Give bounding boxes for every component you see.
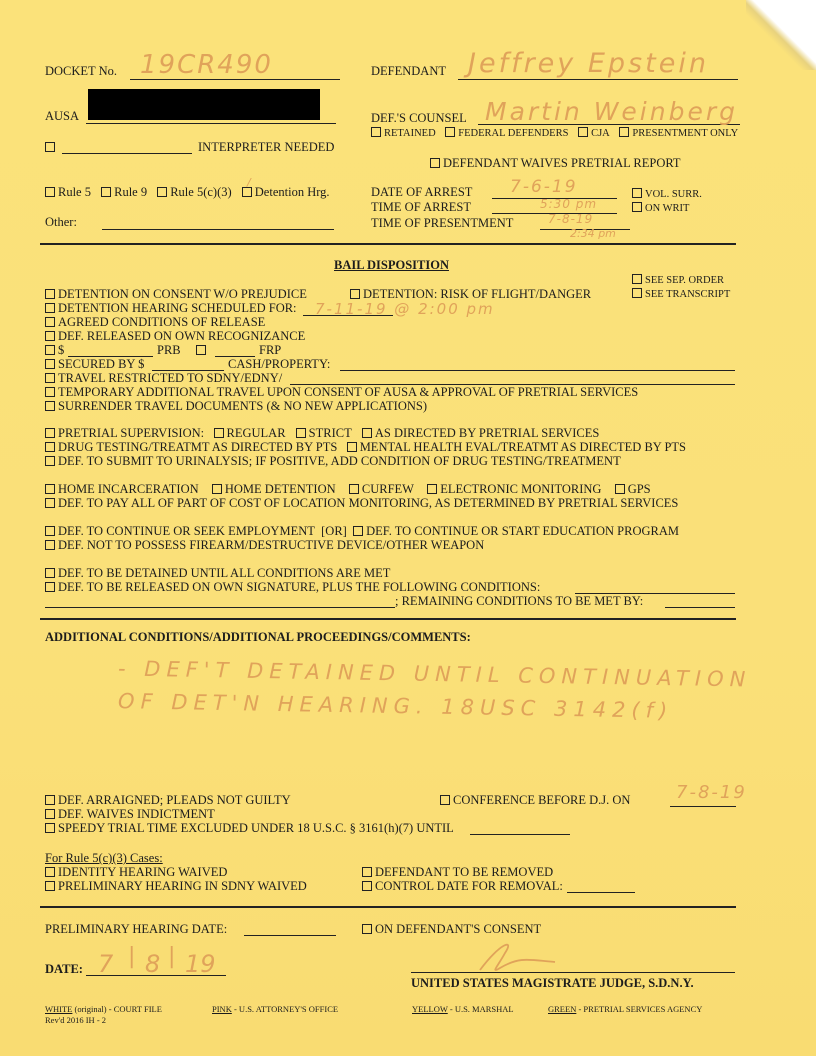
see-sep-order-row [632, 274, 724, 288]
checkbox[interactable] [45, 795, 55, 805]
checkbox[interactable] [427, 484, 437, 494]
conference-row [440, 793, 630, 807]
checkbox[interactable] [45, 359, 55, 369]
date-separator: | [168, 944, 176, 969]
checkbox[interactable] [45, 526, 55, 536]
surrender-docs-label: SURRENDER TRAVEL DOCUMENTS (& NO NEW APPLICATIONS) [58, 399, 428, 413]
checkbox[interactable] [371, 127, 381, 137]
home-options-row [45, 482, 651, 496]
counsel-value[interactable]: Martin Weinberg [485, 97, 738, 126]
option-gps: GPS [627, 482, 651, 496]
option-curfew: CURFEW [361, 482, 414, 496]
pretrial-supervision-label: PRETRIAL SUPERVISION: [58, 426, 205, 440]
checkbox[interactable] [347, 442, 357, 452]
time-present-value-2[interactable]: 2:34 pm [570, 227, 616, 240]
judge-title: UNITED STATES MAGISTRATE JUDGE, S.D.N.Y. [411, 976, 694, 990]
conference-line [670, 806, 736, 807]
other-line [102, 229, 334, 230]
option-cja: CJA [591, 128, 610, 139]
section-divider [40, 243, 736, 245]
checkbox[interactable] [296, 428, 306, 438]
checkbox[interactable] [101, 187, 111, 197]
cash-property-label: CASH/PROPERTY: [228, 357, 331, 371]
checkbox[interactable] [45, 317, 55, 327]
pay-cost-label: DEF. TO PAY ALL OF PART OF COST OF LOCATION MONITORING, AS DETERMINED BY PRETRIAL SERVICES [58, 496, 679, 510]
copy-yellow [412, 1002, 514, 1016]
option-strict: STRICT [308, 426, 352, 440]
checkbox[interactable] [45, 401, 55, 411]
employment-row [45, 524, 679, 538]
checkbox[interactable] [157, 187, 167, 197]
bail-title: BAIL DISPOSITION [334, 258, 449, 272]
revision-label: Rev'd 2016 IH - 2 [45, 1015, 107, 1025]
checkbox[interactable] [45, 498, 55, 508]
signature-line [411, 972, 735, 973]
checkbox[interactable] [632, 202, 642, 212]
interpreter-row [45, 140, 58, 154]
identity-waived-label: IDENTITY HEARING WAIVED [58, 865, 228, 879]
urinalysis-label: DEF. TO SUBMIT TO URINALYSIS; IF POSITIVE, ADD CONDITION OF DRUG TESTING/TREATMENT [58, 454, 621, 468]
checkbox[interactable] [440, 795, 450, 805]
checkbox[interactable] [45, 442, 55, 452]
released-own-recog-label: DEF. RELEASED ON OWN RECOGNIZANCE [58, 329, 306, 343]
checkbox[interactable] [45, 582, 55, 592]
on-consent-row [362, 922, 541, 936]
checkbox[interactable] [45, 881, 55, 891]
additional-title: ADDITIONAL CONDITIONS/ADDITIONAL PROCEEDINGS/COMMENTS: [45, 630, 471, 644]
on-consent-label: ON DEFENDANT'S CONSENT [375, 922, 542, 936]
ausa-line [86, 123, 336, 124]
date-arrest-label: DATE OF ARREST [371, 185, 473, 199]
hearing-scheduled-row [45, 301, 297, 315]
option-rule-5c3: Rule 5(c)(3) [170, 185, 232, 199]
remaining-label: ; REMAINING CONDITIONS TO BE MET BY: [395, 594, 644, 608]
checkbox[interactable] [632, 288, 642, 298]
checkbox[interactable] [430, 158, 440, 168]
other-label: Other: [45, 215, 77, 229]
checkbox[interactable] [45, 387, 55, 397]
checkbox[interactable] [45, 331, 55, 341]
speedy-trial-row [45, 821, 454, 835]
travel-restricted-label: TRAVEL RESTRICTED TO SDNY/EDNY/ [58, 371, 283, 385]
vol-surr-label: VOL. SURR. [645, 189, 702, 200]
pretrial-supervision-row [45, 426, 599, 440]
checkbox[interactable] [578, 127, 588, 137]
waives-report-row [430, 156, 681, 170]
checkbox[interactable] [45, 428, 55, 438]
dollar-label: $ [58, 343, 65, 357]
see-sep-order-label: SEE SEP. ORDER [645, 275, 725, 286]
bond-row [45, 343, 64, 357]
copy-yellow-text: - U.S. MARSHAL [447, 1004, 514, 1014]
travel-restricted-row [45, 371, 282, 385]
defendant-value[interactable]: Jeffrey Epstein [468, 48, 709, 79]
checkbox[interactable] [45, 484, 55, 494]
urinalysis-row [45, 454, 621, 468]
defendant-label: DEFENDANT [371, 64, 446, 78]
prelim-waived-label: PRELIMINARY HEARING IN SDNY WAIVED [58, 879, 307, 893]
checkbox[interactable] [45, 568, 55, 578]
option-rule-5: Rule 5 [58, 185, 91, 199]
arraigned-row [45, 793, 291, 807]
or-label: [OR] [321, 524, 347, 538]
option-electronic-monitoring: ELECTRONIC MONITORING [440, 482, 602, 496]
option-regular: REGULAR [226, 426, 286, 440]
rule5-title: For Rule 5(c)(3) Cases: [45, 851, 163, 865]
docket-value[interactable]: 19CR490 [140, 50, 273, 80]
checkbox[interactable] [632, 188, 642, 198]
defendant-line [458, 79, 738, 80]
checkbox[interactable] [45, 809, 55, 819]
option-as-directed: AS DIRECTED BY PRETRIAL SERVICES [374, 426, 600, 440]
copy-pink-text: - U.S. ATTORNEY'S OFFICE [231, 1004, 339, 1014]
check-mark: / [247, 176, 251, 189]
released-own-recog-row [45, 329, 305, 343]
comment-line-2[interactable]: OF DET'N HEARING. 18USC 3142(f) [117, 689, 674, 723]
prb-label: PRB [157, 343, 181, 357]
hearing-scheduled-label: DETENTION HEARING SCHEDULED FOR: [58, 301, 297, 315]
redaction-block [88, 89, 320, 120]
drug-testing-label: DRUG TESTING/TREATMT AS DIRECTED BY PTS [58, 440, 338, 454]
frp-label: FRP [259, 343, 282, 357]
time-arrest-value[interactable]: 5:30 pm [540, 197, 598, 211]
option-retained: RETAINED [384, 128, 436, 139]
date-month[interactable]: 7 [98, 950, 114, 978]
detained-until-label: DEF. TO BE DETAINED UNTIL ALL CONDITIONS ARE MET [58, 566, 391, 580]
interpreter-label: INTERPRETER NEEDED [198, 140, 335, 154]
counsel-label: DEF.'S COUNSEL [371, 111, 467, 125]
interpreter-line [62, 153, 192, 154]
arraigned-label: DEF. ARRAIGNED; PLEADS NOT GUILTY [58, 793, 291, 807]
released-signature-row [45, 580, 540, 594]
option-home-detention: HOME DETENTION [224, 482, 336, 496]
released-signature-label: DEF. TO BE RELEASED ON OWN SIGNATURE, PLUS THE FOLLOWING CONDITIONS: [58, 580, 541, 594]
docket-label: DOCKET No. [45, 64, 117, 78]
checkbox[interactable] [45, 456, 55, 466]
frp-check [196, 343, 209, 357]
copy-yellow-label: YELLOW [412, 1004, 448, 1014]
section-divider [40, 618, 736, 620]
drug-testing-row [45, 440, 686, 454]
copy-pink-label: PINK [212, 1004, 232, 1014]
conference-value[interactable]: 7-8-19 [676, 782, 747, 803]
control-date-row [362, 879, 563, 893]
see-transcript-label: SEE TRANSCRIPT [645, 289, 731, 300]
option-rule-9: Rule 9 [114, 185, 148, 199]
checkbox[interactable] [214, 428, 224, 438]
date-day[interactable]: 8 [145, 950, 161, 978]
checkbox[interactable] [615, 484, 625, 494]
speedy-trial-line [470, 834, 570, 835]
checkbox[interactable] [45, 345, 55, 355]
remaining-line [665, 607, 735, 608]
checkbox[interactable] [445, 127, 455, 137]
copy-pink [212, 1002, 338, 1016]
copy-green-text: - PRETRIAL SERVICES AGENCY [576, 1004, 703, 1014]
removed-row [362, 865, 553, 879]
page-corner [746, 0, 816, 70]
checkbox[interactable] [45, 867, 55, 877]
ausa-label: AUSA [45, 109, 80, 123]
option-detention-hrg: Detention Hrg. [254, 185, 330, 199]
checkbox[interactable] [362, 881, 372, 891]
agreed-conditions-row [45, 315, 265, 329]
on-writ-row [632, 202, 689, 216]
checkbox[interactable] [632, 274, 642, 284]
date-year[interactable]: 19 [185, 950, 216, 978]
section-divider [40, 906, 736, 908]
checkbox[interactable] [45, 187, 55, 197]
prelim-date-line [244, 935, 336, 936]
checkbox[interactable] [196, 345, 206, 355]
copy-green [548, 1002, 702, 1016]
checkbox[interactable] [45, 823, 55, 833]
control-date-line [567, 892, 635, 893]
detention-risk-label: DETENTION: RISK OF FLIGHT/DANGER [363, 287, 592, 301]
temporary-travel-label: TEMPORARY ADDITIONAL TRAVEL UPON CONSENT OF AUSA & APPROVAL OF PRETRIAL SERVICES [58, 385, 639, 399]
option-home-incarceration: HOME INCARCERATION [58, 482, 199, 496]
temporary-travel-row [45, 385, 638, 399]
detention-consent-label: DETENTION ON CONSENT W/O PREJUDICE [58, 287, 307, 301]
date-label: DATE: [45, 962, 83, 976]
option-federal-defenders: FEDERAL DEFENDERS [458, 128, 569, 139]
time-arrest-label: TIME OF ARREST [371, 200, 472, 214]
see-transcript-row [632, 288, 730, 302]
firearm-row [45, 538, 484, 552]
detained-until-row [45, 566, 390, 580]
copy-white-text: (original) - COURT FILE [72, 1004, 162, 1014]
waives-indictment-label: DEF. WAIVES INDICTMENT [58, 807, 215, 821]
waives-report-label: DEFENDANT WAIVES PRETRIAL REPORT [443, 156, 681, 170]
pay-cost-row [45, 496, 678, 510]
firearm-label: DEF. NOT TO POSSESS FIREARM/DESTRUCTIVE DEVICE/OTHER WEAPON [58, 538, 485, 552]
on-writ-label: ON WRIT [645, 203, 690, 214]
checkbox[interactable] [45, 142, 55, 152]
speedy-trial-label: SPEEDY TRIAL TIME EXCLUDED UNDER 18 U.S.C. § 3161(h)(7) UNTIL [58, 821, 454, 835]
prelim-date-label: PRELIMINARY HEARING DATE: [45, 922, 228, 936]
detention-consent-row [45, 287, 307, 301]
conditions-line-2 [45, 607, 395, 608]
education-label: DEF. TO CONTINUE OR START EDUCATION PROGRAM [366, 524, 679, 538]
control-date-label: CONTROL DATE FOR REMOVAL: [375, 879, 563, 893]
checkbox[interactable] [45, 540, 55, 550]
checkbox[interactable] [350, 289, 360, 299]
employment-label: DEF. TO CONTINUE OR SEEK EMPLOYMENT [58, 524, 315, 538]
agreed-conditions-label: AGREED CONDITIONS OF RELEASE [58, 315, 266, 329]
vol-surr-row [632, 188, 702, 202]
checkbox[interactable] [619, 127, 629, 137]
checkbox[interactable] [212, 484, 222, 494]
cash-line [340, 370, 735, 371]
date-arrest-value[interactable]: 7-6-19 [510, 177, 578, 197]
time-present-label: TIME OF PRESENTMENT [371, 216, 514, 230]
conference-label: CONFERENCE BEFORE D.J. ON [453, 793, 631, 807]
secured-row [45, 357, 144, 371]
prelim-waived-row [45, 879, 307, 893]
counsel-options [371, 127, 738, 141]
rule-options [45, 185, 330, 199]
removed-label: DEFENDANT TO BE REMOVED [375, 865, 554, 879]
comment-line-1[interactable]: - DEF'T DETAINED UNTIL CONTINUATION [117, 656, 752, 692]
checkbox[interactable] [353, 526, 363, 536]
date-separator: | [128, 944, 136, 969]
checkbox[interactable] [362, 428, 372, 438]
checkbox[interactable] [349, 484, 359, 494]
copy-white-label: WHITE [45, 1004, 73, 1014]
checkbox[interactable] [45, 373, 55, 383]
detention-risk-row [350, 287, 591, 301]
checkbox[interactable] [362, 867, 372, 877]
time-present-value[interactable]: 7-8-19 [548, 212, 594, 226]
copy-green-label: GREEN [548, 1004, 577, 1014]
checkbox[interactable] [45, 303, 55, 313]
waives-indictment-row [45, 807, 215, 821]
checkbox[interactable] [45, 289, 55, 299]
secured-by-label: SECURED BY $ [58, 357, 145, 371]
mental-health-label: MENTAL HEALTH EVAL/TREATMT AS DIRECTED BY PTS [359, 440, 687, 454]
option-presentment-only: PRESENTMENT ONLY [632, 128, 739, 139]
surrender-docs-row [45, 399, 427, 413]
checkbox[interactable] [362, 924, 372, 934]
hearing-value[interactable]: 7-11-19 @ 2:00 pm [315, 300, 495, 318]
identity-waived-row [45, 865, 227, 879]
